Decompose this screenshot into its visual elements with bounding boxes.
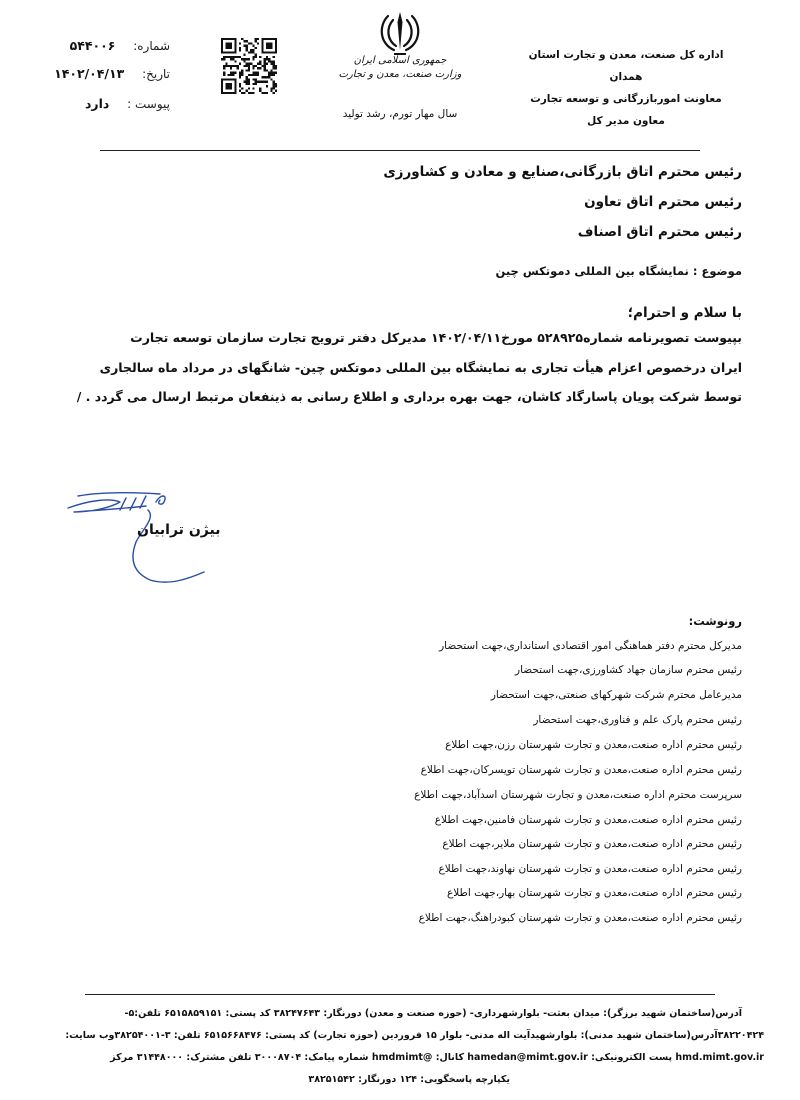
cc-item: رئیس محترم اداره صنعت،معدن و تجارت شهرستان کبودراهنگ،جهت اطلاع [418,912,742,924]
cc-item: رئیس محترم اداره صنعت،معدن و تجارت شهرستان ملایر،جهت اطلاع [442,838,742,850]
signer-name: بیژن ترابیان [137,522,221,538]
org-line: معاونت اموربازرگانی و توسعه تجارت [530,93,722,105]
body-line: توسط شرکت پویان پاسارگاد کاشان، جهت بهره برداری و اطلاع رسانی به ذینفعان مرتبط ارسال می گردد . / [76,389,742,404]
letter-number [70,38,170,53]
qr-code-icon [221,38,277,94]
organization-header [516,44,736,132]
body-line: ایران درخصوص اعزام هیأت تجاری به نمایشگاه بین المللی دموتکس چین- شانگهای در مرداد ماه سالجاری [99,360,742,375]
cc-item: رئیس محترم پارک علم و فناوری،جهت استحضار [533,714,742,726]
cc-item: رئیس محترم اداره صنعت،معدن و تجارت شهرستان تویسرکان،جهت اطلاع [420,764,742,776]
addressee-line: رئیس محترم اتاق اصناف [577,224,742,240]
addressee-line: رئیس محترم اتاق تعاون [584,194,742,210]
body-line: بپیوست تصویرنامه شماره۵۲۸۹۲۵ مورخ۱۴۰۲/۰۴/۱۱ مدیرکل دفتر ترویج تجارت سازمان توسعه تجارت [130,330,742,345]
cc-item: رئیس محترم اداره صنعت،معدن و تجارت شهرستان نهاوند،جهت اطلاع [438,863,742,875]
emblem-text-line: وزارت صنعت، معدن و تجارت [338,69,462,80]
number-value: ۵۴۴۰۰۶ [69,38,116,53]
org-line: اداره کل صنعت، معدن و تجارت استان همدان [528,49,724,83]
year-slogan: سال مهار تورم، رشد تولید [342,108,458,120]
cc-item: رئیس محترم سازمان جهاد کشاورزی،جهت استحضار [515,664,742,676]
handwritten-signature-icon [60,488,260,588]
emblem-caption [320,54,480,82]
cc-title: رونوشت: [688,614,742,628]
cc-item: مدیرکل محترم دفتر هماهنگی امور اقتصادی استانداری،جهت استحضار [439,640,742,652]
emblem-text-line: جمهوری اسلامی ایران [353,55,447,66]
addressee-line: رئیس محترم اتاق بازرگانی،صنایع و معادن و کشاورزی [383,164,742,180]
cc-item: رئیس محترم اداره صنعت،معدن و تجارت شهرستان بهار،جهت اطلاع [446,887,742,899]
date-label: تاریخ: [142,67,170,81]
header-divider [100,150,700,151]
footer-contact-line: hmd.mimt.gov.ir پست الکترونیکی: hamedan@mimt.gov.ir کانال: @hmdmimt شماره پیامک: ۳۰۰۰۸۷۰۴ تلفن مشترک: ۳۱۴۴۸۰۰۰ مرکز [110,1052,764,1063]
cc-item: مدیرعامل محترم شرکت شهرکهای صنعتی،جهت استحضار [490,689,742,701]
number-label: شماره: [133,39,170,53]
footer-contact-line: یکپارچه پاسخگویی: ۱۲۴ دورنگار: ۳۸۲۵۱۵۴۲ [308,1074,510,1085]
footer-address-line: آدرس(ساختمان شهید برزگر): میدان بعثت- بلوارشهرداری- (حوزه صنعت و معدن) دورنگار: ۳۸۲۴۷۶۴۳ کد پستی: ۶۵۱۵۸۵۹۱۵۱ تلفن:۵- [124,1008,742,1019]
letter-attachment [85,96,170,111]
cc-item: سرپرست محترم اداره صنعت،معدن و تجارت شهرستان اسدآباد،جهت اطلاع [414,789,742,801]
letter-subject: موضوع : نمایشگاه بین المللی دموتکس چین [495,264,742,278]
footer-address-line: ۳۸۲۲۰۴۲۴آدرس(ساختمان شهید مدنی): بلوارشهیدآیت اله مدنی- بلوار ۱۵ فروردین (حوزه تجارت) کد پستی: ۶۵۱۵۶۶۸۴۷۶ تلفن: ۳-۳۸۲۵۴۰۰۱وب سایت: [65,1030,764,1041]
iran-emblem-icon [372,8,428,56]
cc-item: رئیس محترم اداره صنعت،معدن و تجارت شهرستان رزن،جهت اطلاع [445,739,742,751]
letter-date [54,66,170,81]
greeting: با سلام و احترام؛ [627,305,742,321]
attachment-value: دارد [85,96,110,111]
cc-item: رئیس محترم اداره صنعت،معدن و تجارت شهرستان فامنین،جهت اطلاع [434,814,742,826]
footer-divider [85,994,715,995]
date-value: ۱۴۰۲/۰۴/۱۳ [54,66,125,81]
attachment-label: پیوست : [127,97,170,111]
org-line: معاون مدیر کل [587,115,665,127]
